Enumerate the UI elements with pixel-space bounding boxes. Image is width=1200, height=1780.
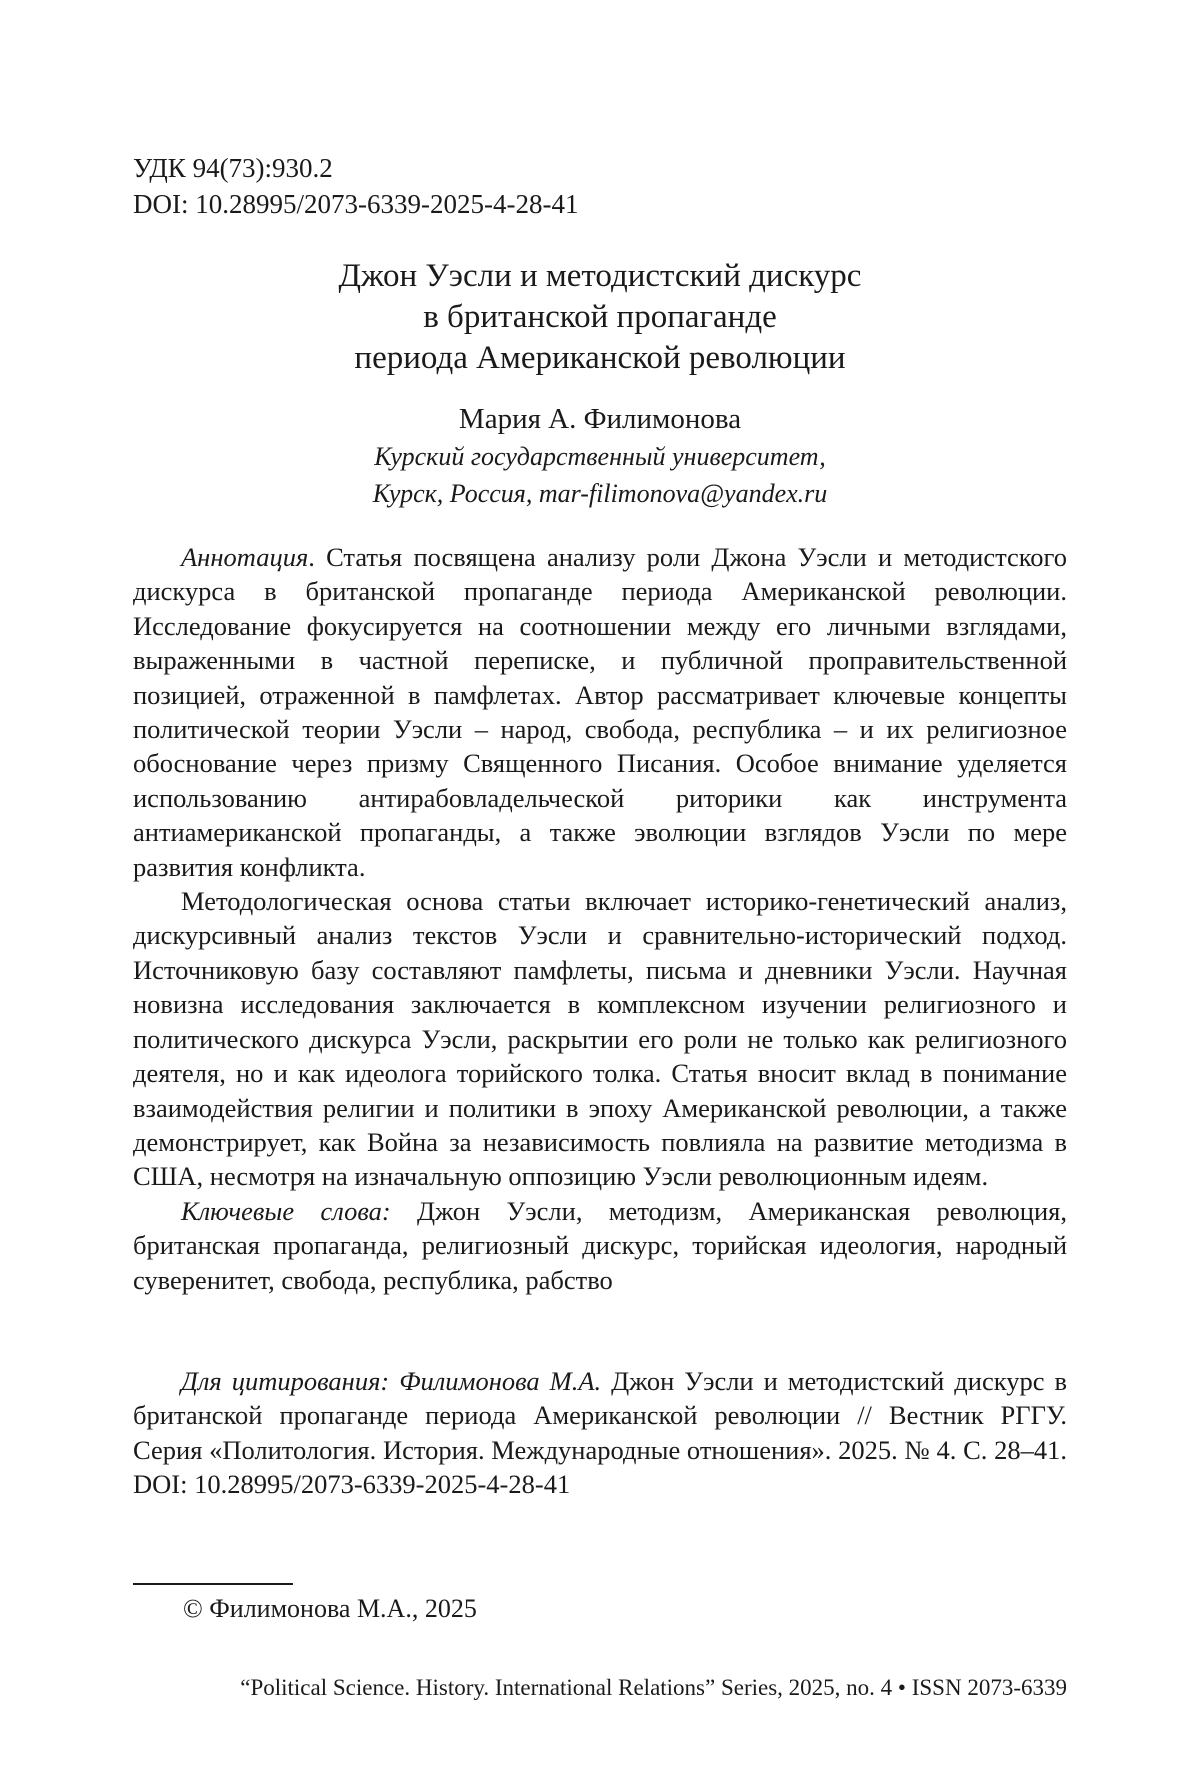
author-location-email: Курск, Россия, mar-filimonova@yandex.ru [300, 475, 900, 512]
author-name: Мария А. Филимонова [300, 400, 900, 438]
title-line-3: периода Американской революции [180, 338, 1020, 379]
abstract-label: Аннотация [181, 542, 308, 572]
abstract-paragraph-1-text: . Статья посвящена анализу роли Джона Уэсли и мето­дистского дискурса в британской пропаганде периода Американской революции. Исследование фокусируется на соотношении между его лич­ными взглядами, выраженными в частной переписке, и публичной про­правительственной позицией, отраженной в памфлетах. Автор рассмат­ривает ключевые концепты политической теории Уэсли – народ, свобода, республика – и их религиозное обоснование через призму Священного Писания. Особое внимание уделяется использованию антирабовладель­ческой риторики как инструмента антиамериканской пропаганды, а также эволюции взглядов Уэсли по мере развития конфликта. [133, 542, 1067, 882]
citation-paragraph [133, 1364, 1067, 1502]
title-line-1: Джон Уэсли и методистский дискурс [180, 256, 1020, 297]
journal-page [0, 0, 1200, 1780]
author-affiliation: Курский государственный университет, [300, 438, 900, 475]
abstract-paragraph-1 [133, 540, 1067, 884]
keywords-label: Ключевые слова: [181, 1196, 391, 1226]
article-identifiers [133, 150, 578, 222]
footnote-divider [133, 1583, 293, 1585]
title-line-2: в британской пропаганде [180, 297, 1020, 338]
running-footer: “Political Science. History. International Relations” Series, 2025, no. 4 • ISSN 2073-6339 [100, 1673, 1067, 1703]
doi-identifier: DOI: 10.28995/2073-6339-2025-4-28-41 [133, 186, 578, 222]
copyright-notice: © Филимонова М.А., 2025 [183, 1592, 477, 1626]
article-title [180, 256, 1020, 379]
citation-section [133, 1364, 1067, 1502]
citation-text: Джон Уэсли и методистский дис­курс в британской пропаганде периода Американской революции // Вест­ник РГГУ. Серия «Политология. История. Международные отношения». 2025. № 4. С. 28–41. DOI: 10.28995/2073-6339-2025-4-28-41 [133, 1366, 1067, 1499]
keywords-text: Джон Уэсли, методизм, Американская революция, британская пропаганда, религиозный дискурс, торийская идеология, на­родный суверенитет, свобода, республика, рабство [133, 1196, 1067, 1295]
author-block [300, 400, 900, 512]
keywords-paragraph [133, 1194, 1067, 1297]
abstract-section [133, 540, 1067, 1297]
citation-label: Для цитирования: Филимонова М.А. [181, 1366, 601, 1396]
abstract-paragraph-2: Методологическая основа статьи включает историко-генетический анализ, дискурсивный анализ текстов Уэсли и сравнительно-историче­ский подход. Источниковую базу составляют памфлеты, письма и днев­ники Уэсли. Научная новизна исследования заключается в комплексном изучении религиозного и политического дискурса Уэсли, раскрытии его роли не только как религиозного деятеля, но и как идеолога торийского толка. Статья вносит вклад в понимание взаимодействия религии и поли­тики в эпоху Американской революции, а также демонстрирует, как Война за независимость повлияла на развитие методизма в США, несмотря на изначальную оппозицию Уэсли революционным идеям. [133, 884, 1067, 1194]
udk-code: УДК 94(73):930.2 [133, 150, 578, 186]
